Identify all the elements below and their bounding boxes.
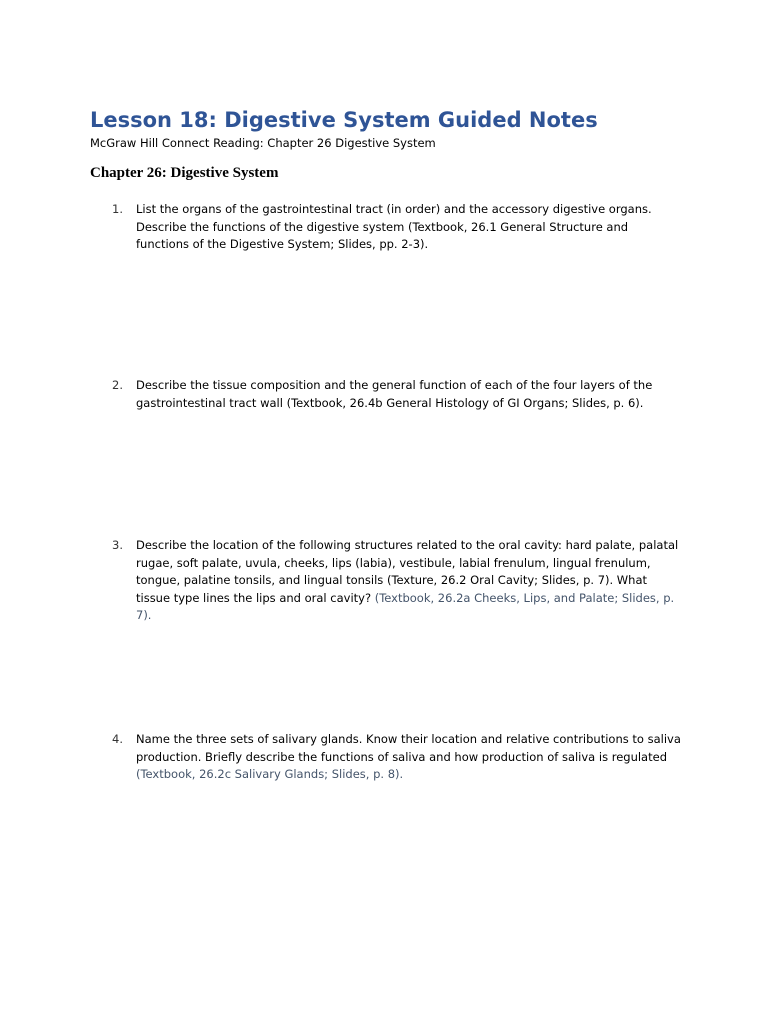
page-title: Lesson 18: Digestive System Guided Notes (90, 108, 598, 132)
reading-assignment: McGraw Hill Connect Reading: Chapter 26 Digestive System (90, 136, 436, 150)
question-text (136, 201, 681, 254)
question-reference: (Textbook, 26.2c Salivary Glands; Slides, p. 8). (136, 767, 404, 781)
question-body: Name the three sets of salivary glands. Know their location and relative contributions to saliva production. Briefly describe the functions of saliva and how production of saliva is regulated (136, 732, 681, 764)
question-number: 4. (112, 732, 123, 746)
question-number: 2. (112, 378, 123, 392)
question-number: 1. (112, 202, 123, 216)
question-text (136, 537, 681, 625)
question-number: 3. (112, 538, 123, 552)
question-text (136, 377, 681, 412)
question-body: List the organs of the gastrointestinal tract (in order) and the accessory digestive organs. Describe the functions of the digestive system (Textbook, 26.1 General Structure and functions of the Digestive System; Slides, pp. 2-3). (136, 202, 652, 251)
question-reference: (Textbook, 26.2a Cheeks, Lips, and Palate; Slides, p. 7). (136, 590, 675, 622)
question-body: Describe the location of the following structures related to the oral cavity: hard palate, palatal rugae, soft palate, uvula, cheeks, lips (labia), vestibule, labial frenulum, lingual frenulum, tongue, palatine tonsils, and lingual tonsils (Texture, 26.2 Oral Cavity; Slides, p. 7). What tissue type lines the lips and oral cavity? (136, 538, 679, 605)
question-text (136, 731, 681, 784)
question-body: Describe the tissue composition and the general function of each of the four layers of the gastrointestinal tract wall (Textbook, 26.4b General Histology of GI Organs; Slides, p. 6). (136, 378, 653, 410)
chapter-heading: Chapter 26: Digestive System (90, 165, 279, 181)
